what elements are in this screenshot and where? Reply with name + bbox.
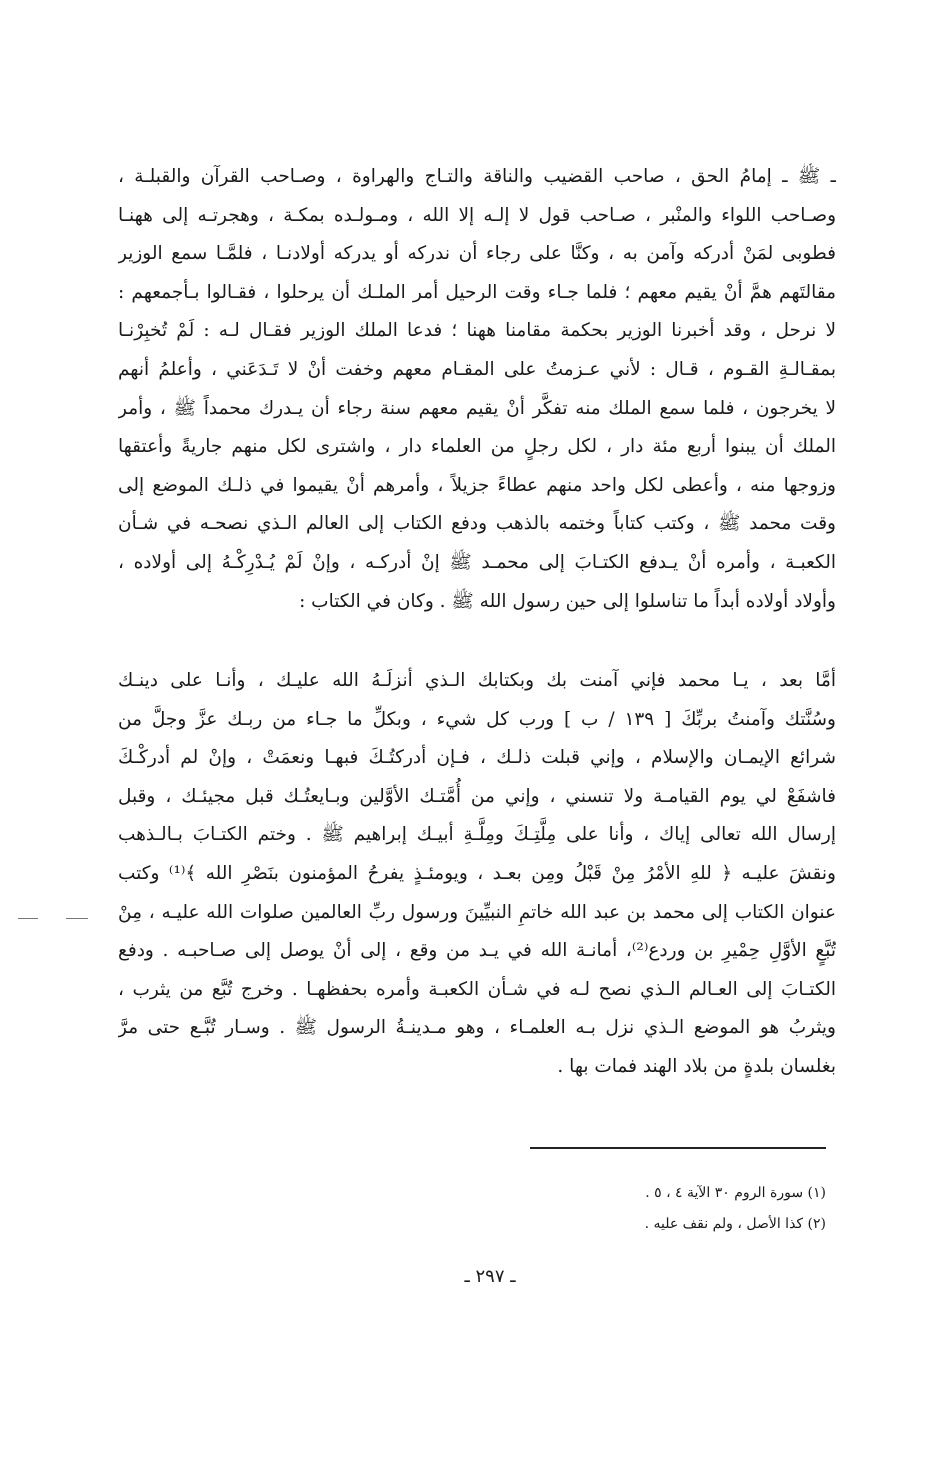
text-line: الكعبـة ، وأمره أنْ يـدفع الكتـابَ إلى محمـد ﷺ إنْ أدركـه ، وإنْ لَمْ يُـدْرِكْـهُ إلى أولاده ، (118, 551, 836, 573)
text-line: وسُنَّتك وآمنتُ بربِّكَ [ ١٣٩ / ب ] ورب كل شيء ، وبكلِّ ما جـاء من ربـك عزَّ وجلَّ من (118, 708, 836, 730)
text-line: الملك أن يبنوا أربع مئة دار ، لكل رجلٍ من العلماء دار ، واشترى لكل منهم جاريةً وأعتقها (118, 436, 836, 458)
text-line: وأولاد أولاده أبداً ما تناسلوا إلى حين رسول الله ﷺ . وكان في الكتاب : (299, 590, 836, 612)
margin-dash (66, 918, 88, 919)
text-line: تُبَّعٍ الأوَّلِ حِمْيرِ بن وردع⁽²⁾، أمانـة الله في يـد من وقع ، إلى أنْ يوصل إلى صـاحبـه . ودفع (118, 940, 836, 962)
text-line: عنوان الكتاب إلى محمد بن عبد الله خاتمِ النبيِّينَ ورسول ربِّ العالمين صلوات الله عليـه ، مِنْ (118, 901, 836, 923)
text-line: الكتـابَ إلى العـالم الـذي نصح لـه في شـأن الكعبـة وأمره بحفظهـا . وخرج تُبَّع من يثرب ، (118, 978, 836, 1000)
text-line: وقت محمد ﷺ ، وكتب كتاباً وختمه بالذهب ودفع الكتاب إلى العالم الـذي نصحـه في شـأن (118, 513, 836, 535)
text-line: بغلسان بلدةٍ من بلاد الهند فمات بها . (557, 1055, 836, 1077)
text-line: ونقشَ عليـه ﴿ للهِ الأمْرُ مِنْ قَبْلُ ومِن بعـد ، ويومئـذٍ يفرحُ المؤمنون بنَصْرِ الله ﴾⁽¹⁾ وكتب (118, 862, 836, 884)
footnote-1: (١) سورة الروم ٣٠ الآية ٤ ، ٥ . (645, 1185, 826, 1201)
text-line: إرسال الله تعالى إياك ، وأنا على مِلَّتِـكَ ومِلَّـةِ أبيـك إبراهيم ﷺ . وختم الكتـابَ بـالـذهب (118, 824, 836, 846)
text-line: فطوبى لمَنْ أدركه وآمن به ، وكنَّا على رجاء أن ندركه أو يدركه أولادنـا ، فلمَّـا سمع الوزير (118, 243, 836, 265)
text-line: ـ ﷺ ـ إمامُ الحق ، صاحب القضيب والناقة والتـاج والهراوة ، وصـاحب القرآن والقبلـة ، (118, 166, 836, 187)
page-number: ـ ٢٩٧ ـ (464, 1266, 516, 1287)
text-line: بمقـالـةِ القـوم ، قـال : لأني عـزمتُ على المقـام معهم وخفت أنْ لا تَـدَعَني ، وأعلمُ أنهم (118, 358, 836, 380)
paragraph-letter (118, 662, 836, 1087)
text-line: فاشفَعْ لي يوم القيامـة ولا تنسني ، وإني من أُمَّتـك الأوَّلين وبـايعتُـك قبل مجيئـك ، وقبل (118, 785, 836, 807)
footnote-2: (٢) كذا الأصل ، ولم نقف عليه . (644, 1216, 826, 1232)
margin-dash (18, 918, 38, 919)
text-line: لا نرحل ، وقد أخبرنا الوزير بحكمة مقامنا ههنا ؛ فدعا الملك الوزير فقـال لـه : لَمْ تُخبِرْنـا (118, 320, 836, 342)
footnote-separator (530, 1147, 826, 1149)
text-line: أمَّا بعد ، يـا محمد فإني آمنت بك وبكتابك الـذي أنزلَـهُ الله عليـك ، وأنـا على دينـك (118, 670, 836, 691)
text-line: ويثربُ هو الموضع الـذي نزل بـه العلمـاء ، وهو مـدينـةُ الرسول ﷺ . وسـار تُبَّـع حتى مرَّ (118, 1017, 836, 1039)
text-line: لا يخرجون ، فلما سمع الملك منه تفكَّر أنْ يقيم معهم سنة رجاء أن يـدرك محمداً ﷺ ، وأمر (118, 397, 836, 419)
footnotes (300, 1178, 826, 1240)
paragraph-narrative (118, 158, 836, 621)
text-line: وزوجها منه ، وأعطى لكل واحد منهم عطاءً جزيلاً ، وأمرهم أنْ يقيموا في ذلـك الموضع إلى (118, 474, 836, 496)
text-line: وصـاحب اللواء والمنْبر ، صـاحب قول لا إلـه إلا الله ، ومـولـده بمكـة ، وهجرتـه إلى ههنـا (118, 204, 836, 226)
text-line: شرائع الإيمـان والإسلام ، وإني قبلت ذلـك ، فـإن أدركتُـكَ فبهـا ونعمَتْ ، وإنْ لم أدركْـكَ (118, 747, 836, 769)
text-line: مقالتَهم همَّ أنْ يقيم معهم ؛ فلما جـاء وقت الرحيل أمر الملـك أن يرحلوا ، فقـالوا بـأجمعهم : (118, 281, 836, 303)
